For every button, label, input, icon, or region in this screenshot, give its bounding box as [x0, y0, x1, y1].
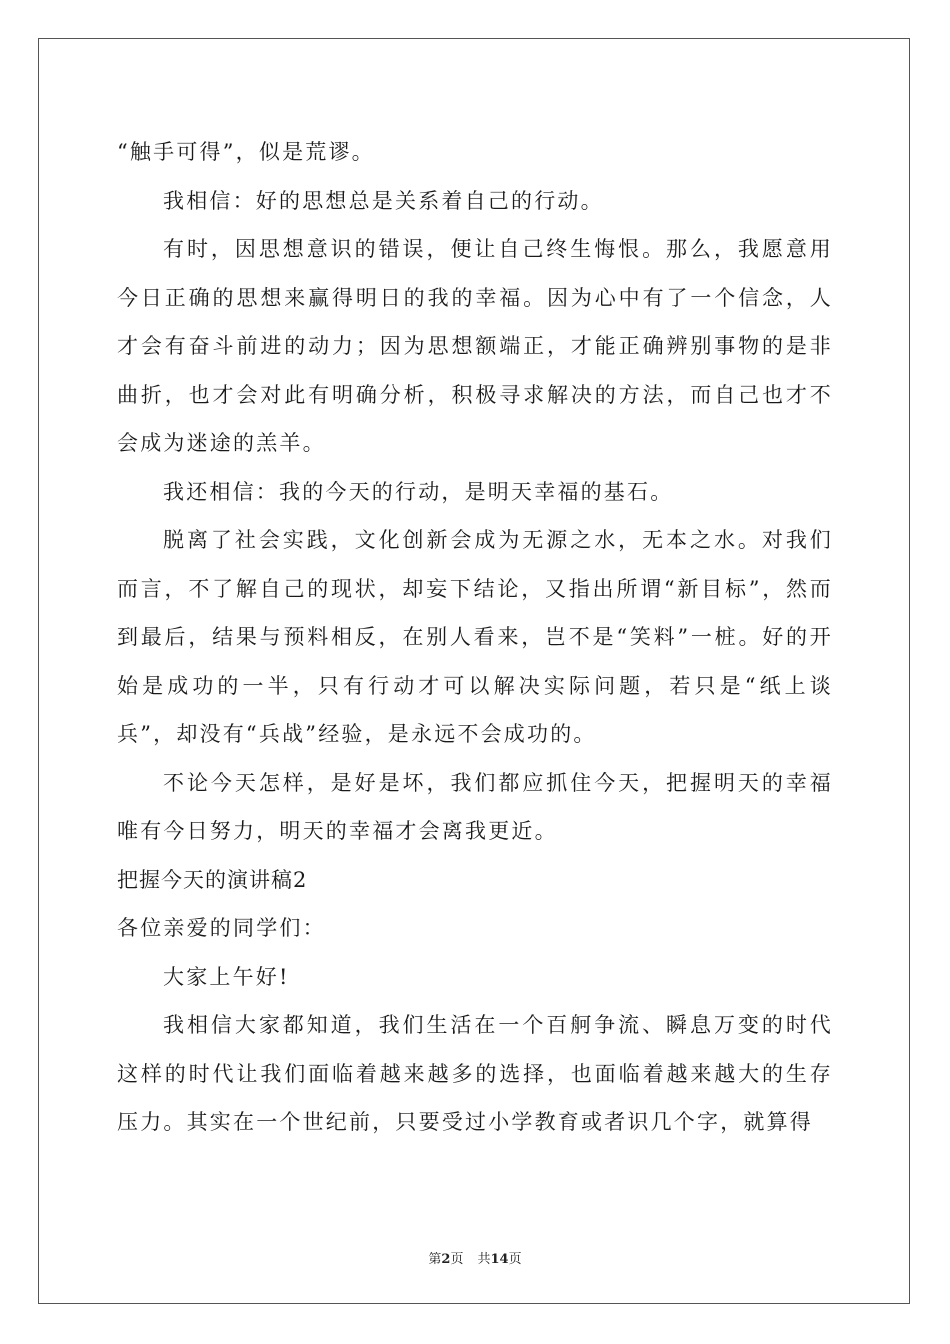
- greeting: 大家上午好!: [163, 964, 290, 989]
- document-body: [117, 128, 833, 1147]
- total-suffix: 页: [508, 1252, 522, 1267]
- paragraph-5: 脱离了社会实践，文化创新会成为无源之水，无本之水。对我们而言，不了解自己的现状，却妄下结论，又指出所谓“新目标”，然而到最后，结果与预料相反，在别人看来，岂不是“笑料”一桩。好的开始是成功的一半，只有行动才可以解决实际问题，若只是“纸上谈兵”，却没有“兵战”经验，是永远不会成功的。: [117, 528, 833, 746]
- page-footer: [0, 1248, 950, 1267]
- paragraph-2: 我相信：好的思想总是关系着自己的行动。: [163, 188, 604, 213]
- page-number: 2: [441, 1252, 451, 1267]
- paragraph-10: 我相信大家都知道，我们生活在一个百舸争流、瞬息万变的时代这样的时代让我们面临着越来越多的选择，也面临着越来越大的生存压力。其实在一个世纪前，只要受过小学教育或者识几个字，就算得: [117, 1013, 833, 1134]
- section-heading: 把握今天的演讲稿2: [117, 867, 308, 892]
- paragraph-3: 有时，因思想意识的错误，便让自己终生悔恨。那么，我愿意用今日正确的思想来赢得明日的我的幸福。因为心中有了一个信念，人才会有奋斗前进的动力；因为思想额端正，才能正确辨别事物的是非曲折，也才会对此有明确分析，积极寻求解决的方法，而自己也才不会成为迷途的羔羊。: [117, 237, 833, 455]
- paragraph-1: “触手可得”，似是荒谬。: [117, 140, 375, 164]
- total-pages: 14: [490, 1252, 509, 1267]
- total-prefix: 共: [477, 1252, 491, 1267]
- page-prefix: 第: [428, 1252, 442, 1267]
- paragraph-4: 我还相信：我的今天的行动，是明天幸福的基石。: [163, 479, 674, 504]
- salutation: 各位亲爱的同学们：: [117, 916, 326, 940]
- page-suffix: 页: [450, 1252, 464, 1267]
- paragraph-6: 不论今天怎样，是好是坏，我们都应抓住今天，把握明天的幸福唯有今日努力，明天的幸福才会离我更近。: [117, 770, 833, 843]
